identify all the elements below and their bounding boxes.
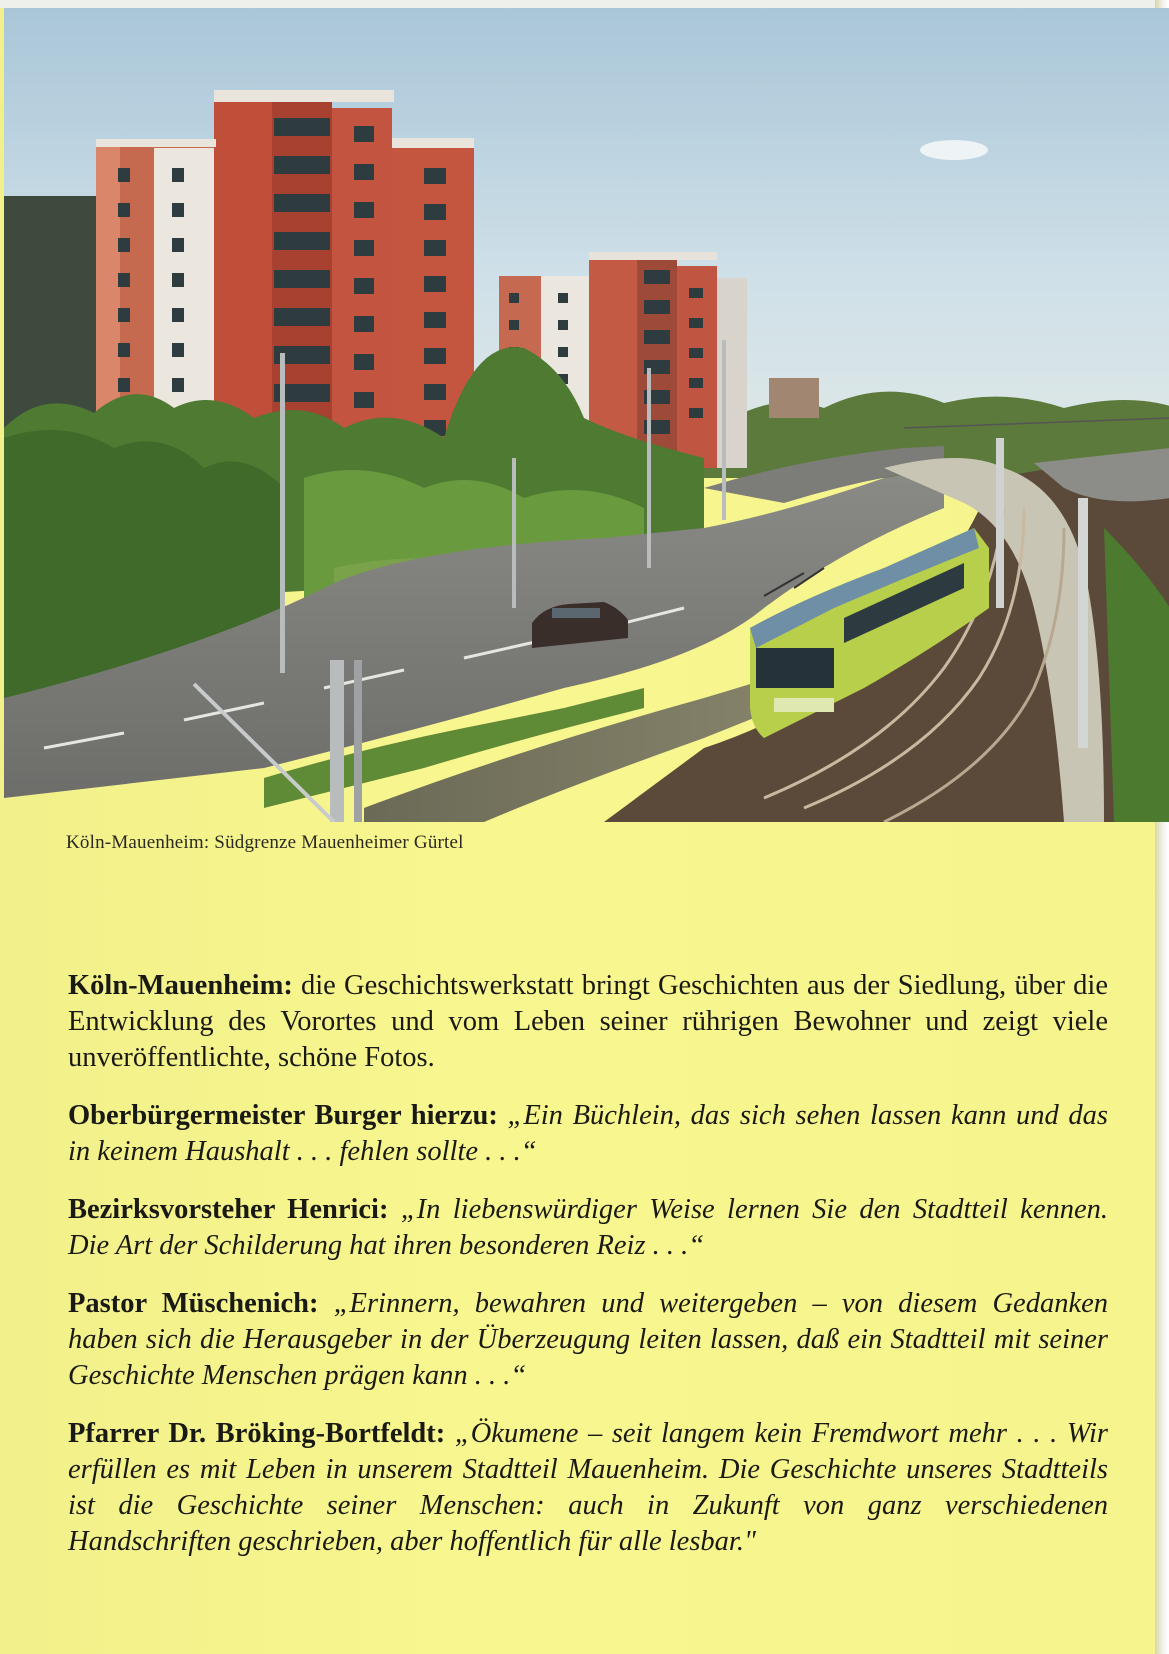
quote-text: „Erinnern, bewahren und weitergeben – von diesem Gedanken haben sich die Herausgeber in der Überzeugung leiten lassen, daß ein Stadtteil mit seiner Geschichte Menschen prägen kann . . .“ [68,1288,1108,1391]
street-lamp-3 [647,368,651,568]
quote-text: „In liebenswürdiger Weise lernen Sie den Stadtteil kennen. Die Art der Schilderung hat ihren besonderen Reiz . . .“ [68,1194,1108,1261]
quote-text: „Ein Büchlein, das sich sehen lassen kann und das in keinem Haushalt . . . fehlen sollte . . .“ [68,1100,1109,1167]
quote-author: Pfarrer Dr. Bröking-Bortfeldt: [68,1418,446,1449]
distant-house [769,378,819,418]
quote-author: Pastor Müschenich: [68,1288,319,1319]
quote-pastor [68,1286,1108,1394]
pole-right [1078,498,1088,748]
photo-illustration [4,8,1169,822]
street-lamp [280,353,285,673]
photo-caption: Köln-Mauenheim: Südgrenze Mauenheimer Gürtel [66,832,464,853]
street-lamp-4 [722,340,726,520]
street-lamp-2 [512,458,516,608]
pole-foreground [330,660,344,822]
quote-text: „Ökumene – seit langem kein Fremdwort mehr . . . Wir erfüllen es mit Leben in unserem Stadtteil Mauenheim. Die Geschichte unseres Stadtteils ist die Geschichte seiner Menschen: auch in Zukunft von ganz verschiedenen Handschriften geschrieben, aber hoffentlich für alle lesbar." [68,1418,1108,1557]
paragraph-intro [68,968,1108,1076]
paragraph-body: die Geschichtswerkstatt bringt Geschichten aus der Siedlung, über die Entwicklung des Vorortes und vom Leben seiner rührigen Bewohner und zeigt viele unveröffentlichte, schöne Fotos. [68,970,1108,1073]
quote-author: Oberbürgermeister Burger hierzu: [68,1100,498,1131]
paragraph-lead: Köln-Mauenheim: [68,970,293,1001]
page-edge-top [0,0,1169,8]
quote-pfarrer [68,1416,1108,1560]
cloud [920,140,988,160]
pole-mid [996,438,1004,608]
quote-bezirksvorsteher [68,1192,1108,1264]
back-cover-text [68,968,1108,1582]
quote-author: Bezirksvorsteher Henrici: [68,1194,389,1225]
cover-photo [4,8,1169,822]
quote-oberbuergermeister [68,1098,1108,1170]
pole-foreground-2 [354,660,362,822]
